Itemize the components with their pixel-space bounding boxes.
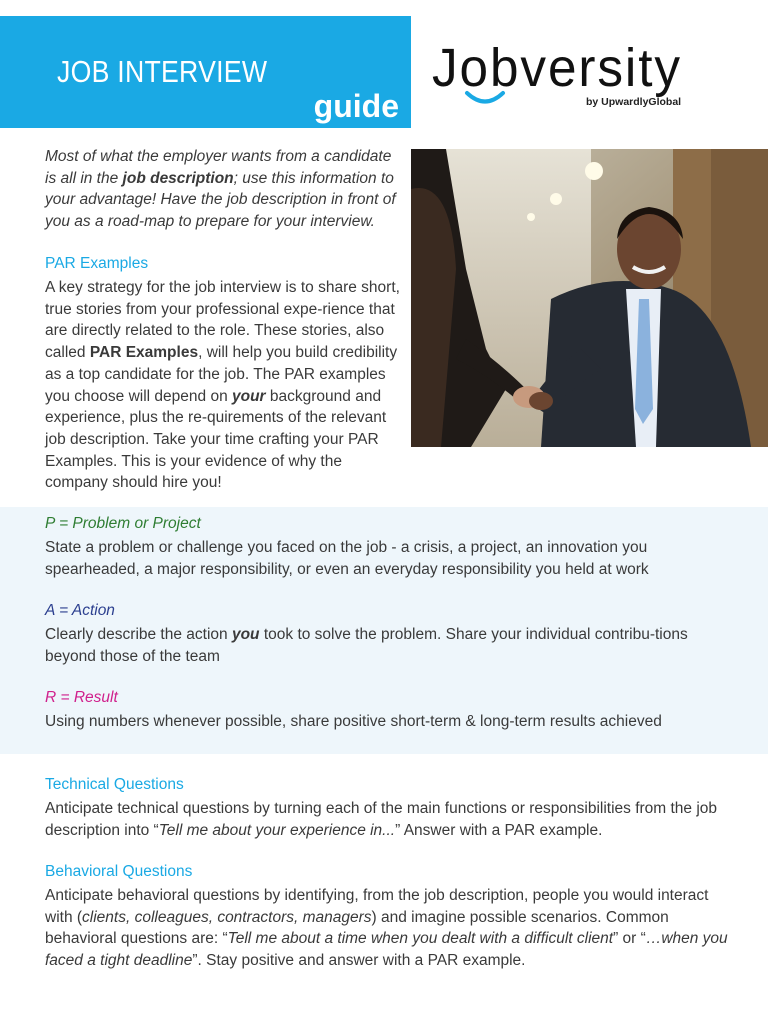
logo-tagline: by UpwardlyGlobal xyxy=(586,96,682,108)
technical-questions-paragraph xyxy=(45,798,735,841)
intro-text-1: Most of what the employer wants from a candidate is all in the xyxy=(45,148,392,187)
header-subtitle: guide xyxy=(313,88,399,124)
intro-bold-job-description: job description xyxy=(122,169,234,187)
result-label: R = Result xyxy=(45,689,118,706)
action-bold-you: you xyxy=(231,626,260,643)
action-text-2: took to solve the problem. Share your individual contribu-tions beyond those of the team xyxy=(45,626,688,665)
action-text-1: Clearly describe the action xyxy=(45,626,232,643)
behavioral-italic-2: Tell me about a time when you dealt with a difficult client xyxy=(227,930,614,948)
par-text-3: background and experience, plus the re-quirements of the relevant job description. Take your time crafting your PAR Examples. This is your evidence of why the company should hire you! xyxy=(45,387,387,492)
behavioral-italic-1: clients, colleagues, contractors, managers xyxy=(82,908,372,926)
intro-paragraph xyxy=(45,146,405,233)
header-banner xyxy=(0,16,411,128)
behavioral-questions-heading: Behavioral Questions xyxy=(45,863,193,880)
par-examples-heading: PAR Examples xyxy=(45,255,149,272)
par-text-2: , will help you build credibility as a top candidate for the job. The PAR examples you choose will depend on xyxy=(45,344,398,405)
problem-label: P = Problem or Project xyxy=(45,515,201,532)
jobversity-logo xyxy=(432,38,732,118)
par-text-1: A key strategy for the job interview is to share short, true stories from your professional expe-rience that are directly related to the role. These stories, also called xyxy=(45,279,400,362)
technical-italic: Tell me about your experience in... xyxy=(158,821,396,839)
technical-questions-heading: Technical Questions xyxy=(45,776,184,793)
par-bold-1: PAR Examples xyxy=(89,344,199,362)
behavioral-italic-3: …when you faced a tight deadline xyxy=(45,930,728,970)
action-description xyxy=(45,624,735,667)
smile-icon xyxy=(464,90,506,106)
par-bold-your: your xyxy=(232,387,266,405)
behavioral-text-4: ”. Stay positive and answer with a PAR example. xyxy=(192,952,526,970)
behavioral-text-3: ” or “ xyxy=(613,930,646,948)
behavioral-questions-paragraph xyxy=(45,885,735,972)
action-label: A = Action xyxy=(45,602,115,619)
par-examples-paragraph xyxy=(45,277,409,494)
behavioral-text-1: Anticipate behavioral questions by identifying, from the job description, people you would interact with ( xyxy=(45,887,709,926)
technical-text-1: Anticipate technical questions by turning each of the main functions or responsibilities from the job description into “ xyxy=(45,800,718,839)
header-title: JOB INTERVIEW xyxy=(57,54,268,89)
logo-wordmark: Jobversity xyxy=(432,38,682,98)
technical-text-2: ” Answer with a PAR example. xyxy=(395,821,603,839)
result-description: Using numbers whenever possible, share positive short-term & long-term results achieved xyxy=(45,713,662,730)
intro-text-2: ; use this information to your advantage! Have the job description in front of you as a road-map to prepare for your interview. xyxy=(45,169,396,231)
problem-description: State a problem or challenge you faced on the job - a crisis, a project, an innovation you spearheaded, a major responsibility, or even an everyday responsibility you held at work xyxy=(45,539,649,578)
handshake-photo xyxy=(411,149,768,447)
behavioral-text-2: ) and imagine possible scenarios. Common behavioral questions are: “ xyxy=(45,908,669,948)
